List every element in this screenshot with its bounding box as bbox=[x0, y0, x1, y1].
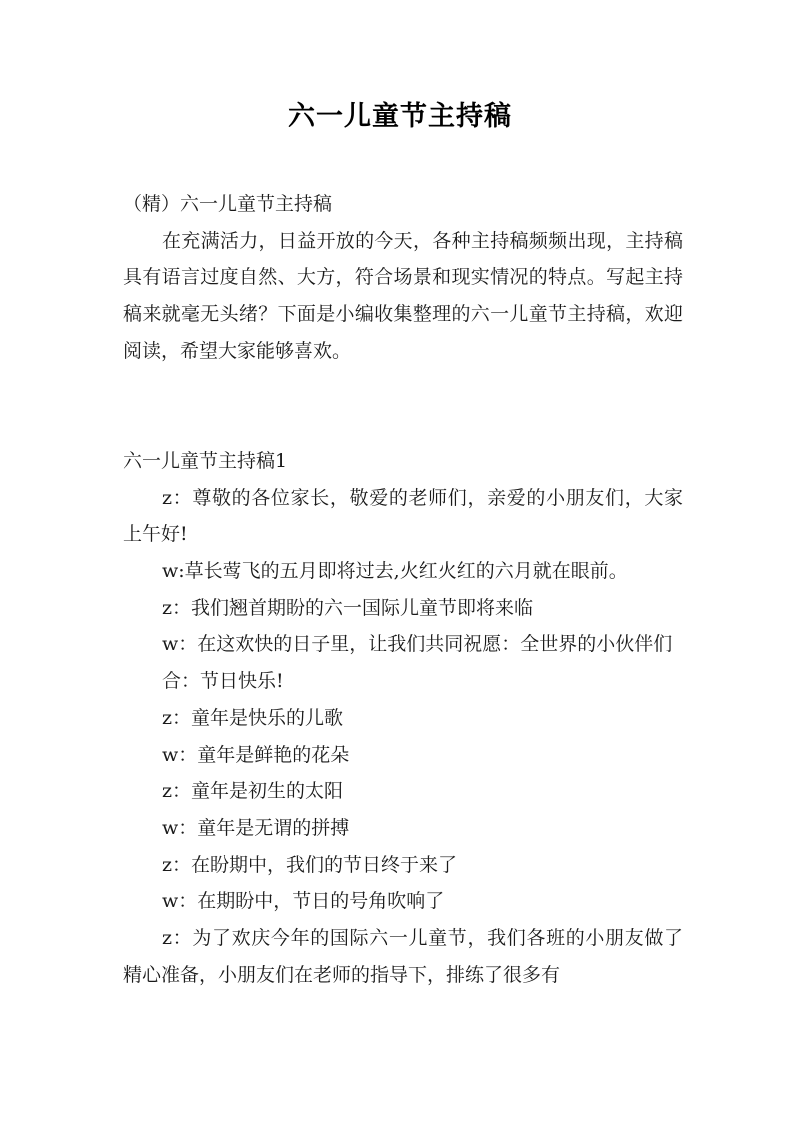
section-heading: 六一儿童节主持稿1 bbox=[123, 449, 288, 472]
intro-paragraph: 在充满活力，日益开放的今天，各种主持稿频频出现，主持稿具有语言过度自然、大方，符合场景和现实情况的特点。写起主持稿来就毫无头绪？下面是小编收集整理的六一儿童节主持稿，欢迎阅读，希望大家能够喜欢。 bbox=[123, 229, 683, 362]
page-title: 六一儿童节主持稿 bbox=[288, 101, 512, 132]
paragraph-spacer bbox=[123, 406, 683, 443]
dialogue-line: z：童年是快乐的儿歌 bbox=[162, 706, 344, 729]
paragraph-spacer bbox=[123, 370, 683, 407]
dialogue-line: z：在盼期中，我们的节日终于来了 bbox=[162, 853, 458, 876]
dialogue-line: z：为了欢庆今年的国际六一儿童节，我们各班的小朋友做了精心准备，小朋友们在老师的指导下，排练了很多有 bbox=[123, 927, 683, 986]
dialogue-line: w：童年是鲜艳的花朵 bbox=[162, 743, 350, 766]
dialogue-line: z：童年是初生的太阳 bbox=[162, 780, 344, 803]
document-body bbox=[123, 186, 683, 993]
intro-heading: （精）六一儿童节主持稿 bbox=[123, 193, 333, 215]
dialogue-line: 合：节日快乐! bbox=[162, 670, 284, 693]
dialogue-line: z：我们翘首期盼的六一国际儿童节即将来临 bbox=[162, 596, 534, 619]
dialogue-line: w：童年是无谓的拼搏 bbox=[162, 816, 350, 839]
dialogue-line: w：在期盼中，节日的号角吹响了 bbox=[162, 890, 445, 913]
dialogue-line: w：在这欢快的日子里，让我们共同祝愿：全世界的小伙伴们 bbox=[162, 633, 673, 656]
dialogue-line: w:草长莺飞的五月即将过去,火红火红的六月就在眼前。 bbox=[162, 560, 628, 582]
dialogue-line: z：尊敬的各位家长，敬爱的老师们，亲爱的小朋友们，大家上午好! bbox=[123, 486, 683, 546]
